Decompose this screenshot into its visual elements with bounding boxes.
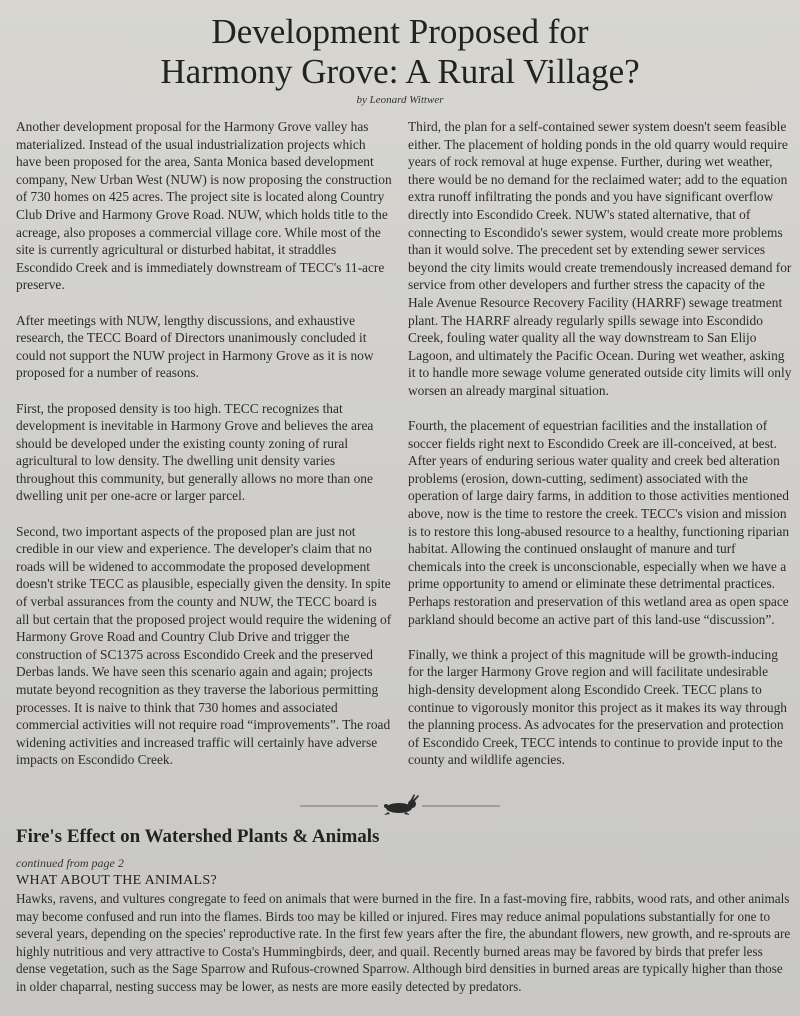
section-body: Hawks, ravens, and vultures congregate to feed on animals that were burned in the fire. In a fast-moving fire, rabbits, wood rats, and other animals may become confused and run into the flames. Birds too may be killed or injured. Fires may reduce animal populations substantially for one to several years, depending on the species' reproductive rate. In the first few years after the fire, the abundant flowers, new growth, and re-sprouts are highly nutritious and very attractive to Costa's Hummingbirds, deer, and quail. Recently burned areas may be favored by birds that prefer less dense vegetation, such as the Sage Sparrow and Rufous-crowned Sparrow. Although bird densities in burned areas are typically higher than those in older chaparral, nesting success may be lower, as nests are more easily detected by predators. bbox=[16, 891, 791, 994]
article-title-line2: Harmony Grove: A Rural Village? bbox=[160, 52, 640, 91]
section-divider bbox=[300, 793, 500, 817]
divider-ornament bbox=[300, 793, 500, 817]
article-right-column bbox=[408, 118, 792, 787]
rabbit-icon bbox=[384, 794, 419, 815]
paragraph: First, the proposed density is too high. TECC recognizes that development is inevitable in Harmony Grove and believes the area should be developed under the existing county zoning of rural agricultural to low density. The dwelling unit density varies throughout this community, but generally allows no more than one dwelling unit per one-acre or larger parcel. bbox=[16, 400, 374, 504]
article-left-column bbox=[16, 118, 392, 787]
section-title: Fire's Effect on Watershed Plants & Animals bbox=[16, 826, 380, 847]
section-subhead: WHAT ABOUT THE ANIMALS? bbox=[16, 873, 217, 888]
paragraph: Second, two important aspects of the proposed plan are just not credible in our view and experience. The developer's claim that no roads will be widened to accommodate the proposed development doesn't strike TECC as plausible, especially given the density. In spite of verbal assurances from the county and NUW, the TECC board is all but certain that the proposed project would require the widening of Harmony Grove Road and Country Club Drive and trigger the construction of SC1375 across Escondido Creek and the preserved Derbas lands. We have seen this scenario again and again; projects mutate beyond recognition as they traverse the laborious permitting processes. It is naive to think that 730 homes and associated commercial activities will not require road “improvements”. The road widening activities and increased traffic will certainly have adverse impacts on Escondido Creek. bbox=[16, 523, 392, 768]
continued-note: continued from page 2 bbox=[16, 856, 124, 870]
article-byline: by Leonard Wittwer bbox=[356, 94, 444, 106]
paragraph: Finally, we think a project of this magnitude will be growth-inducing for the larger Harmony Grove region and will facilitate undesirable high-density development along Escondido Creek. TECC plans to continue to vigorously monitor this project as it makes its way through the planning process. As advocates for the preservation and protection of Escondido Creek, TECC intends to continue to provide input to the county and wildlife agencies. bbox=[408, 646, 787, 768]
paragraph: After meetings with NUW, lengthy discussions, and exhaustive research, the TECC Board of Directors unanimously concluded it could not support the NUW project in Harmony Grove as it is now proposed for a number of reasons. bbox=[16, 312, 374, 381]
paragraph: Third, the plan for a self-contained sewer system doesn't seem feasible either. The placement of holding ponds in the old quarry would require years of rock removal at huge expense. Further, during wet weather, there would be no demand for the reclaimed water; add to the equation extra runoff infiltrating the ponds and you have significant overflow directly into Escondido Creek. NUW's stated alternative, that of connecting to Escondido's sewer system, would create more problems than it would solve. The precedent set by extending sewer services beyond the city limits would create tremendously increased demand for service from other developers and further stress the capacity of the Hale Avenue Resource Recovery Facility (HARRF) sewage treatment plant. The HARRF already regularly spills sewage into Escondido Creek, fouling water quality all the way downstream to San Elijo Lagoon, and ultimately the Pacific Ocean. During wet weather, asking it to handle more sewage volume generated outside city limits will only worsen an already marginal situation. bbox=[408, 119, 792, 398]
article-title-line1: Development Proposed for bbox=[211, 12, 589, 51]
paragraph: Fourth, the placement of equestrian facilities and the installation of soccer fields right next to Escondido Creek are ill-conceived, at best. After years of enduring serious water quality and creek bed alteration problems (erosion, down-cutting, sediment) associated with the operation of large dairy farms, in addition to those activities mentioned above, now is the time to restore the creek. TECC's vision and mission is to restore this long-abused resource to a healthy, functioning riparian habitat. Allowing the continued onslaught of manure and turf chemicals into the creek is unconscionable, especially when we have a prime opportunity to amend or eliminate these detrimental practices. Perhaps restoration and preservation of this wetland area as open space parkland should become an active part of this land-use “discussion”. bbox=[408, 418, 790, 627]
paragraph: Another development proposal for the Harmony Grove valley has materialized. Instead of the usual industrialization projects which have been proposed for the area, Santa Monica based development company, New Urban West (NUW) is now proposing the construction of 730 homes on 425 acres. The project site is located along Country Club Drive and Harmony Grove Road. NUW, which holds title to the acreage, also proposes a commercial village core. While most of the site is currently agricultural or disturbed habitat, it straddles Escondido Creek and is immediately downstream of TECC's 11-acre preserve. bbox=[16, 119, 392, 293]
